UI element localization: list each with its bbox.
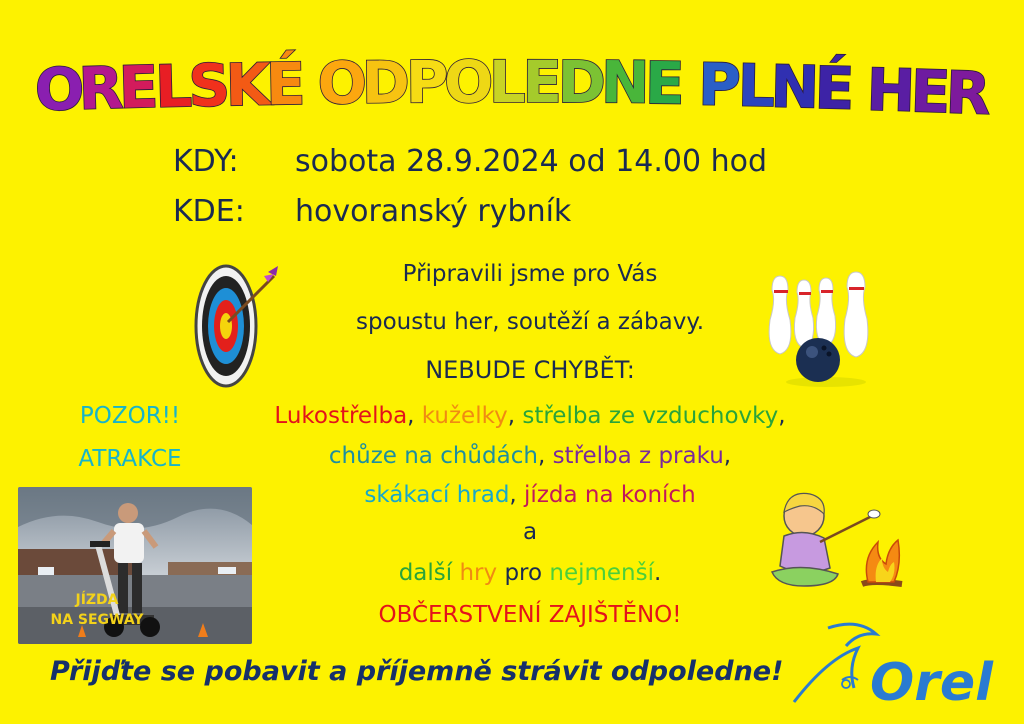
- title-letter: P: [697, 50, 742, 120]
- intro-line-1: Připravili jsme pro Vás: [402, 261, 658, 287]
- title-letter: R: [944, 58, 992, 128]
- intro-line-2: spoustu her, soutěží a zábavy.: [355, 309, 705, 335]
- title-letter: H: [865, 55, 917, 125]
- activities-line-4: [200, 560, 860, 586]
- title-letter: O: [317, 48, 368, 118]
- separator: ,: [723, 443, 732, 469]
- orel-logo-icon: [788, 618, 1008, 714]
- activity-more: další: [398, 560, 453, 586]
- when-value: sobota 28.9.2024 od 14.00 hod: [295, 144, 768, 179]
- separator: ,: [778, 403, 786, 429]
- activity-games: hry: [459, 560, 498, 586]
- activity-airgun: střelba ze vzduchovky: [522, 403, 779, 429]
- title-letter: L: [154, 52, 193, 121]
- footer-tagline: Přijďte se pobavit a příjemně strávit odpoledne!: [50, 656, 784, 687]
- title-letter: R: [77, 53, 125, 123]
- separator: ,: [509, 482, 525, 508]
- segway-label-line-2: NA SEGWAY: [50, 612, 144, 628]
- title-letter: É: [265, 49, 307, 119]
- where-value: hovoranský rybník: [295, 194, 572, 229]
- title-letter: S: [187, 51, 232, 121]
- separator: ,: [507, 403, 523, 429]
- title-letter: L: [737, 51, 776, 121]
- where-label: KDE:: [173, 194, 245, 229]
- title-letter: P: [405, 48, 449, 117]
- when-label: KDY:: [173, 144, 239, 179]
- activities-line-2: [200, 443, 860, 469]
- activity-horse-riding: jízda na koních: [524, 482, 696, 508]
- title-letter: E: [909, 57, 952, 127]
- title-letter: E: [644, 49, 685, 118]
- activity-youngest: nejmenší: [549, 560, 654, 586]
- attraction-line-2: ATRAKCE: [78, 446, 182, 472]
- title-letter: L: [488, 47, 526, 117]
- segway-label: [22, 590, 172, 630]
- archery-target-icon: [190, 262, 282, 392]
- title-letter: K: [224, 50, 272, 120]
- bowling-icon: [768, 268, 878, 388]
- girl-campfire-icon: [766, 486, 916, 591]
- title-letter: O: [33, 54, 86, 125]
- separator: .: [654, 560, 662, 586]
- activity-for: pro: [504, 560, 543, 586]
- activities-line-3: [200, 482, 860, 508]
- title-letter: E: [522, 47, 563, 117]
- orel-logo-text: Orel: [870, 653, 993, 713]
- separator: ,: [407, 403, 422, 429]
- title-letter: O: [443, 48, 494, 117]
- activity-slingshot: střelba z praku: [552, 443, 724, 469]
- title-letter: N: [769, 52, 820, 122]
- attraction-line-1: POZOR!!: [79, 403, 181, 429]
- title-letter: D: [361, 48, 411, 117]
- activity-skittles: kuželky: [421, 403, 508, 429]
- title-letter: N: [600, 48, 650, 117]
- title-letter: É: [813, 53, 856, 123]
- activity-bouncy-castle: skákací hrad: [364, 482, 510, 508]
- title-letter: E: [117, 52, 160, 122]
- activities-line-1: [200, 403, 860, 429]
- refreshment-note: OBČERSTVENÍ ZAJIŠTĚNO!: [378, 602, 682, 628]
- title-letter: D: [557, 48, 607, 117]
- poster-title: [0, 42, 1024, 132]
- separator: ,: [537, 443, 553, 469]
- intro-line-3: NEBUDE CHYBĚT:: [425, 356, 635, 384]
- poster-title-art: [0, 42, 1024, 132]
- activity-archery: Lukostřelba: [274, 403, 408, 429]
- activity-stilts: chůze na chůdách: [328, 443, 538, 469]
- activities-and: a: [522, 519, 538, 545]
- segway-label-line-1: JÍZDA: [75, 592, 119, 608]
